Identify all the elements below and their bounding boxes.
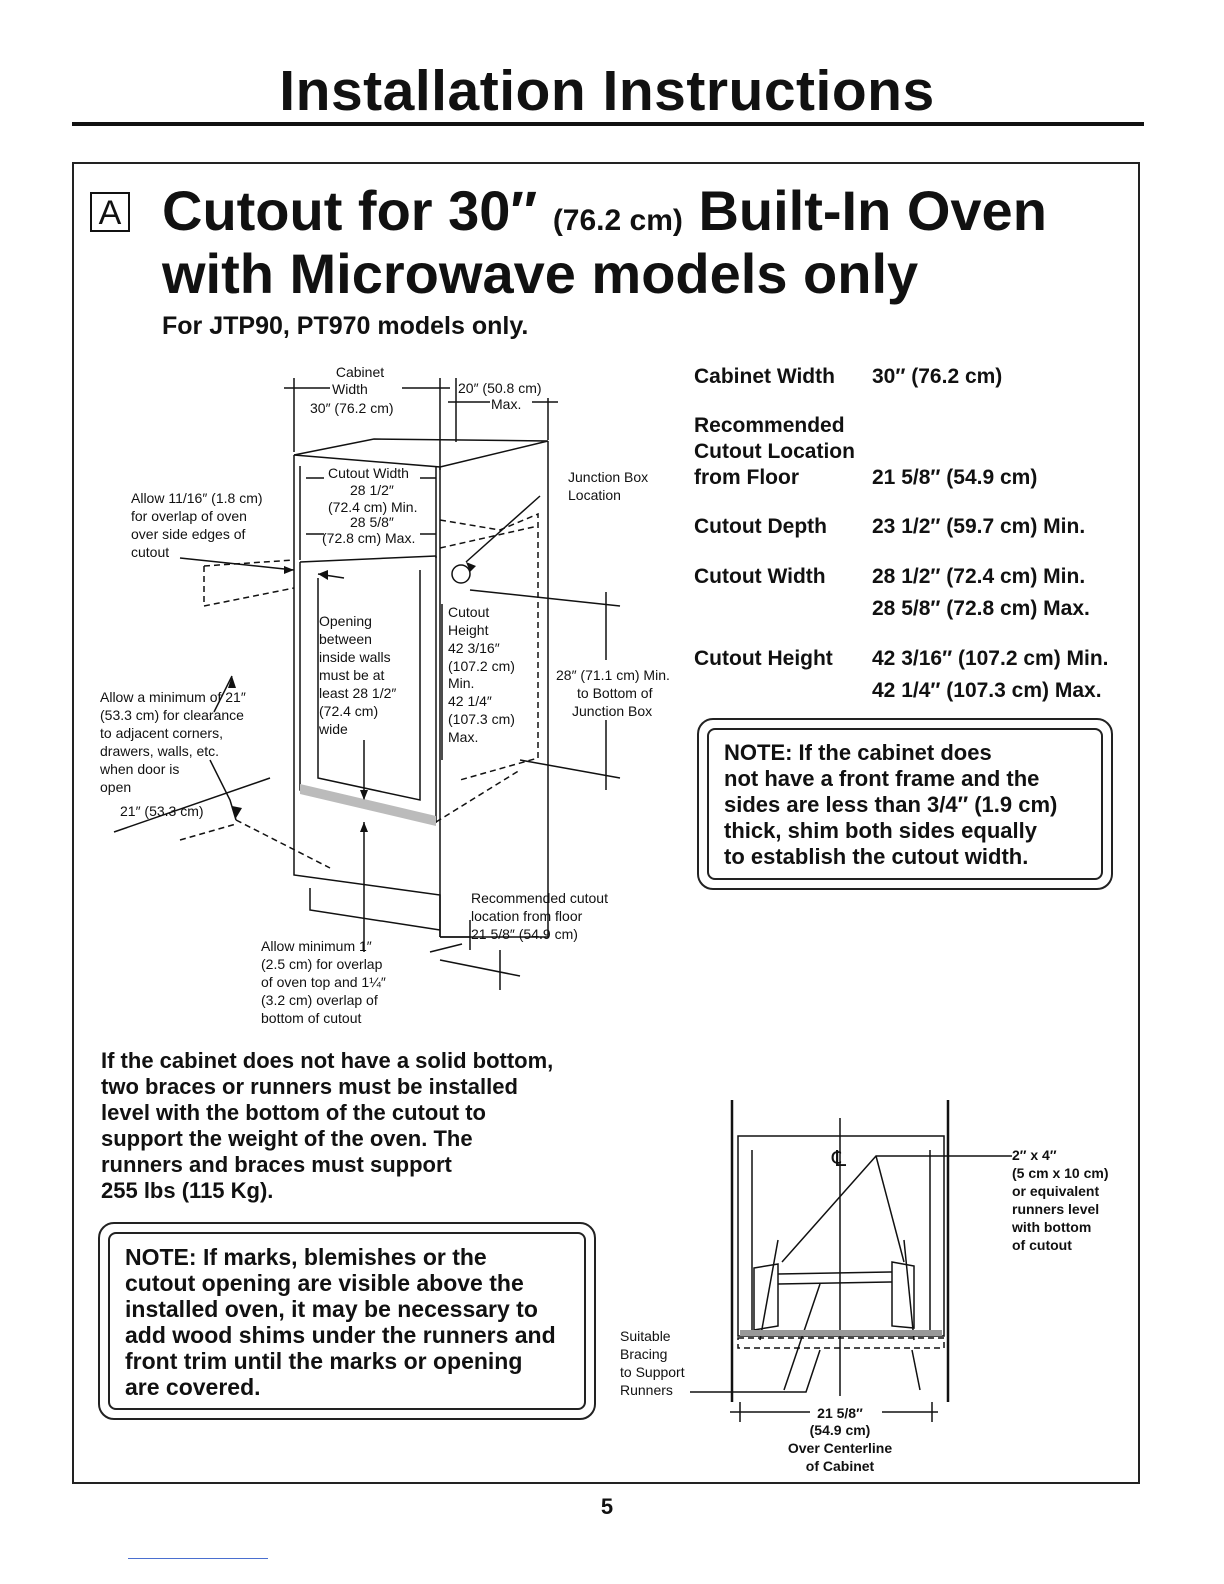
depth-max-label-1: 20″ (50.8 cm) <box>458 380 542 396</box>
cutout-height-label-3: 42 3/16″ <box>448 640 500 656</box>
runner-spec-5: with bottom <box>1012 1219 1092 1235</box>
cabinet-top <box>294 439 548 467</box>
support-line-2: two braces or runners must be installed <box>101 1074 518 1099</box>
spec-value-cutout-width-min: 28 1/2″ (72.4 cm) Min. <box>872 565 1086 588</box>
note-bottom-box <box>98 1222 596 1420</box>
heading-part2: Built-In Oven <box>698 179 1047 242</box>
cutout-height-label-5: Min. <box>448 675 475 691</box>
heading-part1: Cutout for 30″ <box>162 179 538 242</box>
cabinet-width-label-3: 30″ (76.2 cm) <box>310 400 394 416</box>
junction-height-label-3: Junction Box <box>572 703 653 719</box>
note-top-line-5: to establish the cutout width. <box>724 844 1029 869</box>
spec-value-from-floor: 21 5/8″ (54.9 cm) <box>872 466 1038 489</box>
note-bottom-line-2: cutout opening are visible above the <box>125 1270 524 1296</box>
cutout-width-label-2: 28 1/2″ <box>350 482 394 498</box>
page-title: Installation Instructions <box>279 59 935 123</box>
cutout-width-label-1: Cutout Width <box>328 465 409 481</box>
support-line-6: 255 lbs (115 Kg). <box>101 1178 274 1203</box>
note-bottom-line-5: front trim until the marks or opening <box>125 1348 523 1374</box>
clearance-label-3: to adjacent corners, <box>100 725 223 741</box>
recommended-location-label-1: Recommended cutout <box>471 890 608 906</box>
opening-label-3: inside walls <box>319 649 391 665</box>
runner-spec-2: (5 cm x 10 cm) <box>1012 1165 1109 1181</box>
note-bottom-line-6: are covered. <box>125 1374 261 1400</box>
page-number: 5 <box>600 1494 614 1519</box>
overlap-side-label-4: cutout <box>131 544 170 560</box>
opening-label-2: between <box>319 631 372 647</box>
spec-label-cutout-width: Cutout Width <box>694 565 826 588</box>
spec-label-from-floor: from Floor <box>694 466 799 489</box>
clearance-label-4: drawers, walls, etc. <box>100 743 220 759</box>
overlap-side-label-1: Allow 11/16″ (1.8 cm) <box>131 490 263 506</box>
support-line-3: level with the bottom of the cutout to <box>101 1100 486 1125</box>
overlap-top-label-3: of oven top and 1¼″ <box>261 974 386 990</box>
section-letter-box: A <box>90 192 130 232</box>
spec-label-cutout-location: Cutout Location <box>694 440 855 463</box>
note-top-line-2: not have a front frame and the <box>724 766 1040 791</box>
overlap-top-label-1: Allow minimum 1″ <box>261 938 372 954</box>
overlap-side-label-2: for overlap of oven <box>131 508 247 524</box>
junction-box-label-1: Junction Box <box>568 469 649 485</box>
bracing-label-3: to Support <box>620 1364 685 1380</box>
opening-label-4: must be at <box>319 667 385 683</box>
opening-label-5: least 28 1/2″ <box>319 685 397 701</box>
bracing-label-1: Suitable <box>620 1328 671 1344</box>
support-line-5: runners and braces must support <box>101 1152 452 1177</box>
spec-label-cabinet-width: Cabinet Width <box>694 365 835 388</box>
bracing-label-4: Runners <box>620 1382 673 1398</box>
overlap-top-label-2: (2.5 cm) for overlap <box>261 956 383 972</box>
support-paragraph <box>101 1048 553 1204</box>
spec-value-cutout-height-max: 42 1/4″ (107.3 cm) Max. <box>872 679 1102 702</box>
spec-label-cutout-height: Cutout Height <box>694 647 833 670</box>
spec-value-cutout-height-min: 42 3/16″ (107.2 cm) Min. <box>872 647 1109 670</box>
junction-height-label-1: 28″ (71.1 cm) Min. <box>556 667 670 683</box>
cutout-width-label-5: (72.8 cm) Max. <box>322 530 416 546</box>
note-top-box <box>697 718 1113 890</box>
cutout-height-label-2: Height <box>448 622 489 638</box>
support-line-4: support the weight of the oven. The <box>101 1126 473 1151</box>
note-top-line-3: sides are less than 3/4″ (1.9 cm) <box>724 792 1058 817</box>
cutout-height-label-4: (107.2 cm) <box>448 658 515 674</box>
bracing-label-2: Bracing <box>620 1346 668 1362</box>
section-subheading: For JTP90, PT970 models only. <box>162 312 529 340</box>
cutout-height-label-7: (107.3 cm) <box>448 711 515 727</box>
cutout-height-label-6: 42 1/4″ <box>448 693 492 709</box>
spec-value-cutout-width-max: 28 5/8″ (72.8 cm) Max. <box>872 597 1090 620</box>
clearance-label-6: open <box>100 779 132 795</box>
cutout-width-label-3: (72.4 cm) Min. <box>328 499 418 515</box>
centerline-icon: ℄ <box>832 1146 847 1171</box>
clearance-label-2: (53.3 cm) for clearance <box>100 707 244 723</box>
clearance-dimension: 21″ (53.3 cm) <box>120 803 204 819</box>
opening-label-1: Opening <box>319 613 372 629</box>
runner-spec-6: of cutout <box>1012 1237 1072 1253</box>
overlap-top-label-4: (3.2 cm) overlap of <box>261 992 378 1008</box>
opening-label-7: wide <box>319 721 348 737</box>
footer-link-line <box>128 1558 268 1559</box>
note-bottom-line-3: installed oven, it may be necessary to <box>125 1296 538 1322</box>
section-heading-line2: with Microwave models only <box>162 242 919 305</box>
runner-dimension-1: 21 5/8″ <box>817 1405 863 1421</box>
spec-value-cabinet-width: 30″ (76.2 cm) <box>872 365 1003 388</box>
note-bottom-line-1: NOTE: If marks, blemishes or the <box>125 1244 487 1270</box>
note-top-line-4: thick, shim both sides equally <box>724 818 1037 843</box>
runner-dimension-4: of Cabinet <box>805 1458 875 1474</box>
cabinet-width-label-1: Cabinet <box>335 364 385 380</box>
depth-max-label-2: Max. <box>491 396 522 412</box>
note-bottom-line-4: add wood shims under the runners and <box>125 1322 556 1348</box>
cutout-height-label-1: Cutout <box>448 604 490 620</box>
runner-spec-4: runners level <box>1012 1201 1100 1217</box>
overlap-side-label-3: over side edges of <box>131 526 246 542</box>
spec-label-recommended: Recommended <box>694 414 845 437</box>
opening-label-6: (72.4 cm) <box>319 703 379 719</box>
spec-value-cutout-depth: 23 1/2″ (59.7 cm) Min. <box>872 515 1086 538</box>
junction-box-label-2: Location <box>568 487 621 503</box>
support-line-1: If the cabinet does not have a solid bottom, <box>101 1048 554 1073</box>
runner-spec-1: 2″ x 4″ <box>1012 1147 1057 1163</box>
cutout-height-label-8: Max. <box>448 729 479 745</box>
recommended-location-label-2: location from floor <box>471 908 583 924</box>
recommended-location-label-3: 21 5/8″ (54.9 cm) <box>471 926 578 942</box>
clearance-label-1: Allow a minimum of 21″ <box>100 689 246 705</box>
junction-height-label-2: to Bottom of <box>577 685 653 701</box>
note-top-line-1: NOTE: If the cabinet does <box>724 740 992 765</box>
clearance-label-5: when door is <box>100 761 180 777</box>
cutout-width-label-4: 28 5/8″ <box>350 514 394 530</box>
runner-spec-3: or equivalent <box>1012 1183 1100 1199</box>
spec-label-cutout-depth: Cutout Depth <box>694 515 827 538</box>
heading-metric: (76.2 cm) <box>552 204 683 237</box>
overlap-top-label-5: bottom of cutout <box>261 1010 362 1026</box>
cabinet-width-label-2: Width <box>332 381 368 397</box>
runner-diagram <box>690 1100 1012 1422</box>
runner-dimension-2: (54.9 cm) <box>809 1422 871 1438</box>
runner-dimension-3: Over Centerline <box>787 1440 893 1456</box>
